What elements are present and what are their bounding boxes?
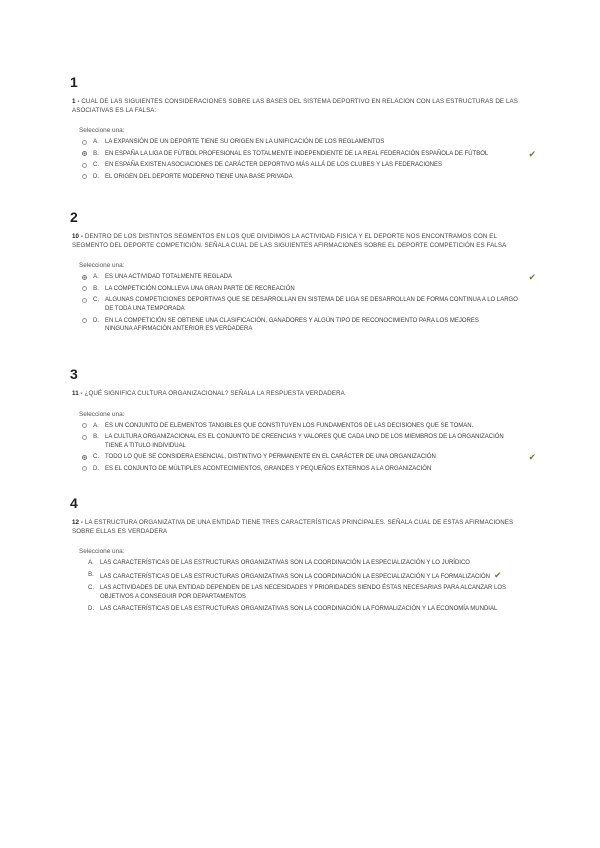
option-letter: A. <box>93 274 99 281</box>
question-body: DENTRO DE LOS DISTINTOS SEGMENTOS EN LOS QUE DIVIDIMOS LA ACTIVIDAD FISICA Y EL DEPORTE NOS ENCONTRAMOS CON EL SEGMENTO DEL DEPORTE COMPETICIÓN. SEÑALA CUAL DE LAS SIGUIENTES AFIRMACIONES SOBRE EL DEPORTE COMPETICIÓN ES FALSA <box>72 233 507 249</box>
question-prefix: 10 - <box>72 233 84 240</box>
question-number: 1 <box>70 74 78 90</box>
option-text: EN ESPAÑA LA LIGA DE FÚTBOL PROFESIONAL ES TOTALMENTE INDEPENDIENTE DE LA REAL FEDERACIÓN ESPAÑOLA DE FÚTBOL <box>105 150 489 157</box>
question-prefix: 1 - <box>72 98 80 105</box>
option-letter: D. <box>88 605 94 612</box>
question-body: LA ESTRUCTURA ORGANIZATIVA DE UNA ENTIDAD TIENE TRES CARACTERÍSTICAS PRINCIPALES. SEÑALA CUAL DE ESTAS AFIRMACIONES SOBRE ELLAS ES VERDADERA <box>72 519 514 535</box>
answer-option-e[interactable] <box>72 325 522 334</box>
option-text: LA CULTURA ORGANIZACIONAL ES EL CONJUNTO DE CREENCIAS Y VALORES QUE CADA UNO DE LOS MIEMBROS DE LA ORGANIZACIÓN TIENE A TITULO INDIVIDUAL <box>105 434 504 449</box>
option-text: EN ESPAÑA EXISTEN ASOCIACIONES DE CARÁCTER DEPORTIVO MÁS ALLÁ DE LOS CLUBES Y LAS FEDERACIONES <box>105 162 442 169</box>
option-text: ES EL CONJUNTO DE MÚLTIPLES ACONTECIMIENTOS, GRANDES Y PEQUEÑOS EXTERNOS A LA ORGANIZACIÓN <box>105 465 432 472</box>
question-number: 3 <box>70 366 78 382</box>
option-text: TODO LO QUE SE CONSIDERA ESENCIAL, DISTINTIVO Y PERMANENTE EN EL CARÁCTER DE UNA ORGANIZACIÓN <box>105 454 436 461</box>
option-text-content: LAS CARACTERÍSTICAS DE LAS ESTRUCTURAS ORGANIZATIVAS SON LA COORDINACIÓN LA ESPECIALIZACIÓN Y LA FORMALIZACIÓN <box>100 573 490 580</box>
option-text: EN LA COMPETICIÓN SE OBTIENE UNA CLASIFICACIÓN, GANADORES Y ALGÚN TIPO DE RECONOCIMIENTO PARA LOS MEJORES <box>105 317 479 324</box>
answer-option-b[interactable] <box>72 433 522 450</box>
option-letter: D. <box>93 465 99 472</box>
answer-option-a[interactable] <box>72 272 536 283</box>
answer-option-d[interactable] <box>72 317 522 326</box>
question-number: 2 <box>70 209 78 225</box>
option-letter: B. <box>93 285 99 292</box>
option-letter: B. <box>93 150 99 157</box>
option-text <box>100 571 522 582</box>
answer-option-c[interactable] <box>72 452 536 463</box>
answer-option-c[interactable] <box>72 161 522 170</box>
answer-option-a[interactable] <box>72 422 522 431</box>
option-text: LAS CARACTERÍSTICAS DE LAS ESTRUCTURAS ORGANIZATIVAS SON LA COORDINACIÓN LA FORMALIZACIÓN Y LA ECONOMÍA MUNDIAL <box>100 605 498 612</box>
select-label: Seleccione una: <box>79 548 125 556</box>
option-text: ES UN CONJUNTO DE ELEMENTOS TANGIBLES QUE CONSTITUYEN LOS FUNDAMENTOS DE LAS DECISIONES QUE SE TOMAN. <box>105 422 474 429</box>
option-text: ES UNA ACTIVIDAD TOTALMENTE REGLADA <box>105 274 233 281</box>
option-letter: C. <box>93 297 99 304</box>
question-3 <box>70 366 536 477</box>
question-body: ¿QUÉ SIGNIFICA CULTURA ORGANIZACIONAL? SEÑALA LA RESPUESTA VERDADERA <box>84 390 345 397</box>
option-letter: C. <box>88 585 94 592</box>
answer-option-a[interactable] <box>72 559 522 568</box>
option-letter: A. <box>93 422 99 429</box>
check-icon: ✔ <box>528 272 536 283</box>
question-prefix: 11 - <box>72 390 83 397</box>
option-letter: B. <box>88 571 94 578</box>
answer-option-a[interactable] <box>72 138 522 147</box>
option-text: LA EXPANSIÓN DE UN DEPORTE TIENE SU ORIGEN EN LA UNIFICACIÓN DE LOS REGLAMENTOS <box>105 139 385 146</box>
answer-option-d[interactable] <box>72 465 522 474</box>
option-text: EL ORIGEN DEL DEPORTE MODERNO TIENE UNA BASE PRIVADA <box>105 173 293 180</box>
option-letter: D. <box>93 317 99 324</box>
option-letter: A. <box>88 560 94 567</box>
select-label: Seleccione una: <box>79 127 125 135</box>
question-number: 4 <box>70 495 78 511</box>
answer-option-b[interactable] <box>72 571 522 582</box>
question-text <box>72 390 522 399</box>
answer-option-c[interactable] <box>72 296 522 313</box>
answer-option-d[interactable] <box>72 605 522 614</box>
option-text: LAS CARACTERÍSTICAS DE LAS ESTRUCTURAS ORGANIZATIVAS SON LA COORDINACIÓN LA ESPECIALIZACIÓN Y LO JURÍDICO <box>100 560 470 567</box>
option-letter: C. <box>93 454 99 461</box>
option-letter: A. <box>93 139 99 146</box>
question-4 <box>72 495 522 616</box>
option-text: NINGUNA AFIRMACIÓN ANTERIOR ES VERDADERA <box>105 326 253 333</box>
question-text <box>72 98 522 115</box>
select-label: Seleccione una: <box>79 410 125 418</box>
select-label: Seleccione una: <box>79 262 125 270</box>
question-prefix: 12 - <box>72 519 84 526</box>
question-2 <box>70 209 536 337</box>
answer-option-d[interactable] <box>72 173 522 182</box>
option-text: LAS ACTIVIDADES DE UNA ENTIDAD DEPENDEN DE LAS NECESIDADES Y PRIORIDADES SIENDO ÉSTAS NECESARIAS PARA ALCANZAR LOS OBJETIVOS A CONSEGUIR POR DEPARTAMENTOS <box>100 585 507 600</box>
answer-option-c[interactable] <box>72 584 522 601</box>
question-1 <box>70 74 536 185</box>
option-text: ALGUNAS COMPETICIONES DEPORTIVAS QUE SE DESARROLLAN EN SISTEMA DE LIGA SE DESARROLLAN DE FORMA CONTINUA A LO LARGO DE TODA UNA TEMPORADA <box>105 297 518 312</box>
check-icon: ✔ <box>528 148 536 159</box>
option-letter: D. <box>93 173 99 180</box>
option-text: LA COMPETICIÓN CONLLEVA UNA GRAN PARTE DE RECREACIÓN <box>105 285 295 292</box>
question-body: CUAL DE LAS SIGUIENTES CONSIDERACIONES SOBRE LAS BASES DEL SISTEMA DEPORTIVO EN RELACION CON LAS ESTRUCTURAS DE LAS ASOCIATIVAS ES LA FALSA: <box>72 98 518 114</box>
answer-option-b[interactable] <box>72 148 536 159</box>
option-letter: C. <box>93 162 99 169</box>
answer-option-b[interactable] <box>72 285 522 294</box>
check-icon: ✔ <box>528 452 536 463</box>
question-text <box>72 233 522 250</box>
option-letter: B. <box>93 434 99 441</box>
check-icon: ✔ <box>493 569 502 580</box>
question-text <box>72 519 522 536</box>
